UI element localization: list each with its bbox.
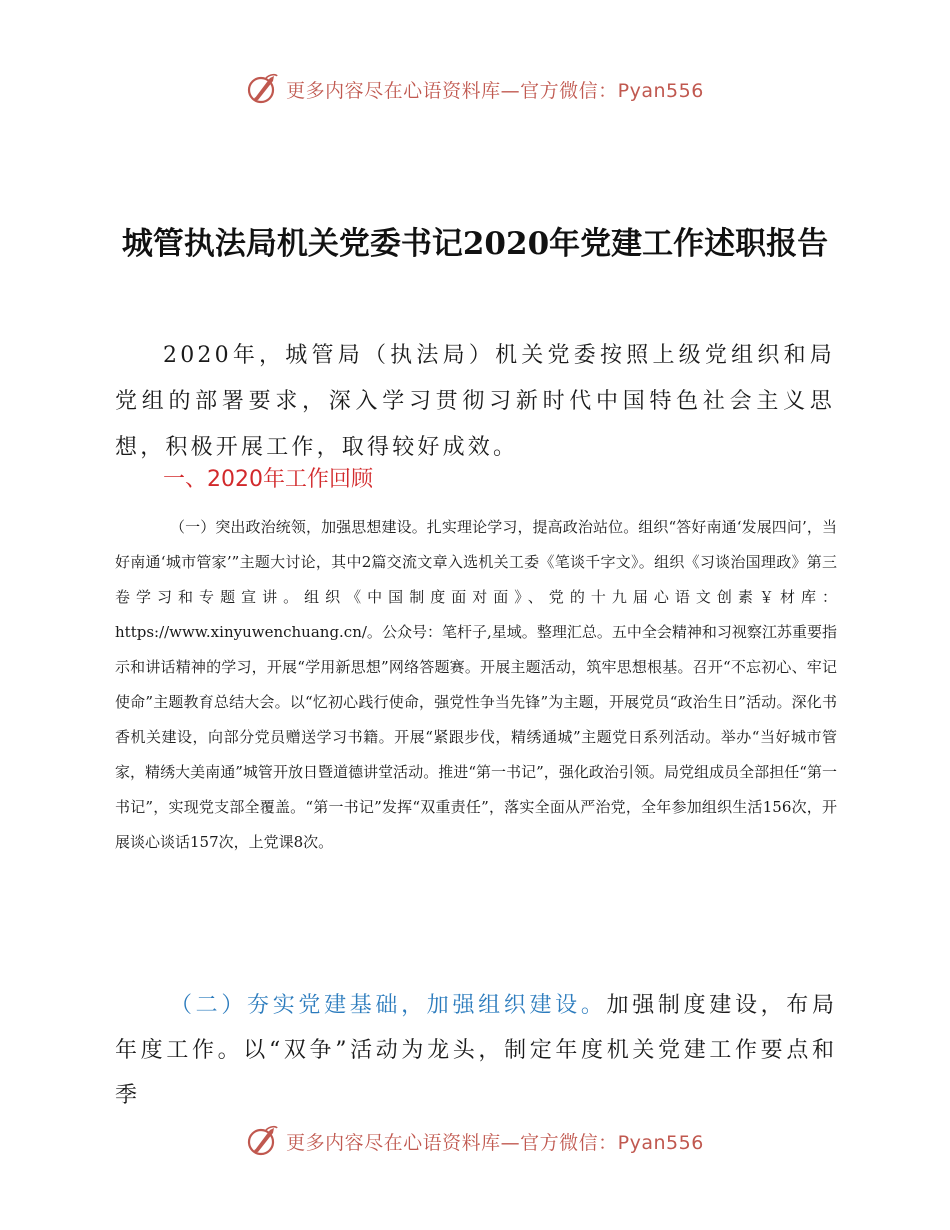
section-heading: 一、2020年工作回顾 [163, 467, 373, 492]
body-paragraph-1: （一）突出政治统领，加强思想建设。扎实理论学习，提高政治站位。组织“答好南通‘发展四问’，当好南通‘城市管家’”主题大讨论，其中2篇交流文章入选机关工委《笔谈千字文》。组织《习谈治国理政》第三卷学习和专题宣讲。组织《中国制度面对面》、党的十九届心语文创素￥材库：https://www.xinyuwenchuang.cn/。公众号：笔杆子,星域。整理汇总。五中全会精神和习视察江苏重要指示和讲话精神的学习，开展“学用新思想”网络答题赛。开展主题活动，筑牢思想根基。召开“不忘初心、牢记使命”主题教育总结大会。以“忆初心践行使命，强党性争当先锋”为主题，开展党员“政治生日”活动。深化书香机关建设，向部分党员赠送学习书籍。开展“紧跟步伐，精绣通城”主题党日系列活动。举办“当好城市管家，精绣大美南通”城管开放日暨道德讲堂活动。推进“第一书记”，强化政治引领。局党组成员全部担任“第一书记”，实现党支部全覆盖。“第一书记”发挥“双重责任”，落实全面从严治党，全年参加组织生活156次，开展谈心谈话157次，上党课8次。 [115, 518, 837, 851]
intro-paragraph: 2020年，城管局（执法局）机关党委按照上级党组织和局党组的部署要求，深入学习贯彻习新时代中国特色社会主义思想，积极开展工作，取得较好成效。 [115, 343, 835, 460]
watermark-text: 更多内容尽在心语资料库—官方微信：Pyan556 [286, 1131, 704, 1154]
footer-watermark [0, 1124, 950, 1158]
body-paragraph-2 [115, 983, 837, 1118]
subsection-heading: （二）夯实党建基础，加强组织建设。 [170, 993, 607, 1018]
header-watermark [0, 72, 950, 106]
paragraph-2-body: 加强制度建设，布局年度工作。以“双争”活动为龙头，制定年度机关党建工作要点和季 [115, 993, 837, 1108]
document-title: 城管执法局机关党委书记2020年党建工作述职报告 [121, 226, 829, 262]
quill-pen-logo-icon [246, 72, 280, 106]
quill-pen-logo-icon [246, 1124, 280, 1158]
watermark-text: 更多内容尽在心语资料库—官方微信：Pyan556 [286, 79, 704, 102]
